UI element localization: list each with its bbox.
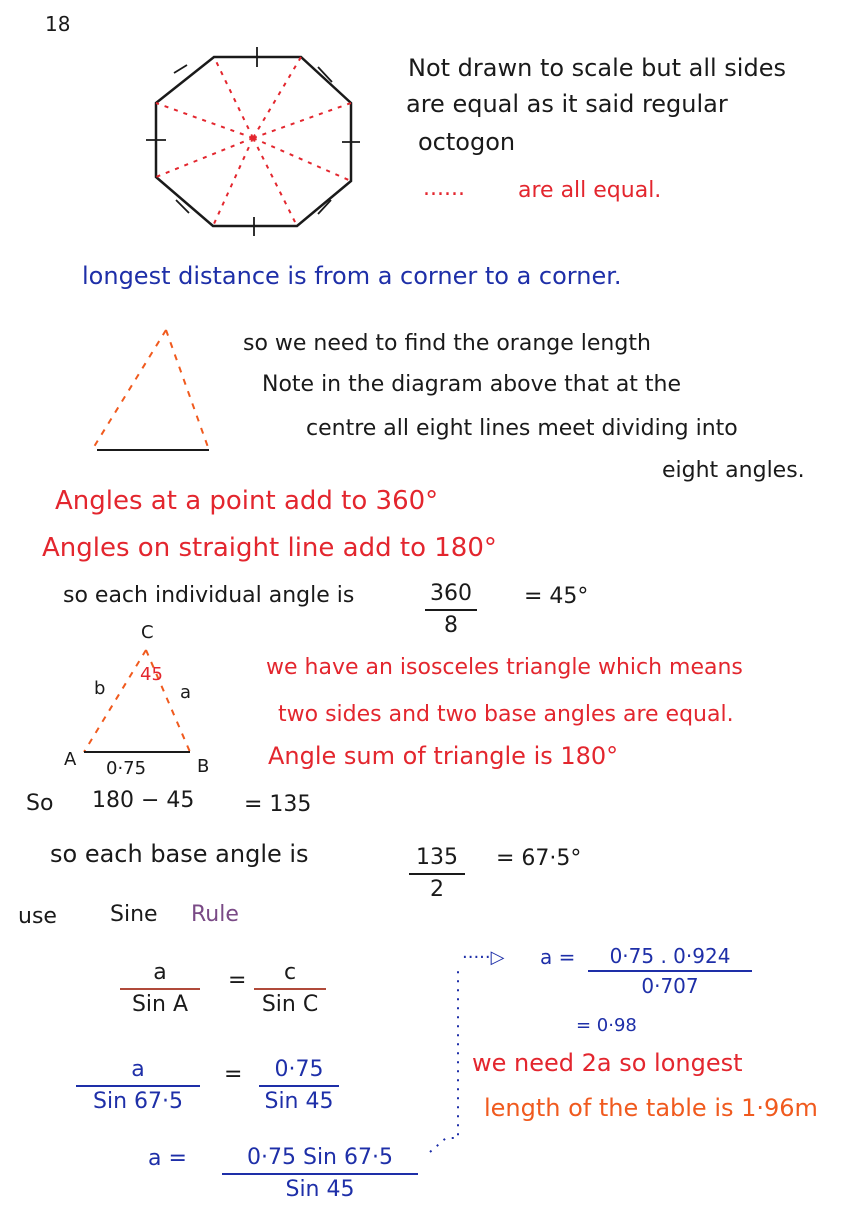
orange-note-line-2: Note in the diagram above that at the	[262, 372, 682, 397]
fraction-numerator: c	[283, 960, 297, 985]
eq1-rhs-fraction	[254, 961, 326, 1017]
fraction-denominator: 0·707	[641, 974, 699, 998]
individual-angle-text: so each individual angle is	[63, 583, 355, 608]
individual-angle-result: = 45°	[524, 584, 589, 609]
side-label-a: a	[180, 682, 192, 703]
conclusion-line-1: we need 2a so longest	[472, 1049, 743, 1077]
fraction-denominator: Sin C	[261, 992, 319, 1018]
calc-lhs: a =	[540, 945, 576, 969]
eq2-lhs-fraction	[76, 1058, 200, 1114]
longest-distance-text: longest distance is from a corner to a corner.	[82, 262, 622, 290]
fraction-bar	[409, 873, 465, 875]
angle-label: 45	[140, 664, 163, 685]
angle-fact-point: Angles at a point add to 360°	[55, 486, 439, 516]
vertex-label-c: C	[141, 622, 154, 643]
eq1-lhs-fraction	[120, 961, 200, 1017]
octagon-outline	[156, 57, 351, 226]
fraction-numerator: a	[131, 1057, 145, 1082]
vertex-label-a: A	[64, 749, 77, 770]
eq2-equals: =	[224, 1062, 243, 1087]
isosceles-line-2: two sides and two base angles are equal.	[278, 702, 734, 727]
fraction-bar	[120, 988, 200, 990]
angle-fact-line: Angles on straight line add to 180°	[42, 533, 497, 563]
fraction-numerator: 135	[416, 845, 458, 870]
calc-result: = 0·98	[576, 1015, 637, 1036]
fraction-bar	[259, 1085, 339, 1087]
triangle-abc	[84, 650, 190, 752]
fraction-bar	[425, 609, 477, 611]
fraction-bar	[222, 1173, 418, 1175]
orange-note-line-3: centre all eight lines meet dividing into	[306, 416, 738, 441]
vertex-label-b: B	[197, 756, 210, 777]
fraction-numerator: 0·75 . 0·924	[609, 944, 731, 968]
use-label: use	[18, 904, 57, 929]
side-label-b: b	[94, 678, 106, 699]
subtraction-expression: 180 − 45	[92, 788, 195, 813]
note-line-3: octogon	[418, 128, 516, 156]
fraction-numerator: a	[153, 960, 167, 985]
base-angle-fraction	[409, 846, 465, 902]
isosceles-line-3: Angle sum of triangle is 180°	[268, 742, 619, 770]
dotted-connector	[430, 965, 458, 1152]
calc-arrow: ·····▷	[462, 947, 505, 968]
fraction-bar	[254, 988, 326, 990]
base-label: 0·75	[106, 758, 147, 779]
rule-label: Rule	[191, 902, 239, 927]
eq2-rhs-fraction	[259, 1058, 339, 1114]
fraction-denominator: Sin 45	[264, 1089, 334, 1115]
so-label: So	[26, 791, 54, 816]
note-dots: ......	[423, 176, 465, 201]
fraction-numerator: 0·75	[274, 1057, 324, 1082]
fraction-numerator: 0·75 Sin 67·5	[247, 1145, 393, 1170]
fraction-denominator: Sin 67·5	[93, 1089, 183, 1115]
eq3-lhs: a =	[148, 1146, 187, 1171]
fraction-denominator: Sin 45	[285, 1177, 355, 1203]
fraction-numerator: 360	[430, 581, 472, 606]
fraction-denominator: 2	[430, 877, 444, 903]
sine-label: Sine	[110, 902, 158, 927]
eq1-equals: =	[228, 968, 247, 993]
isosceles-line-1: we have an isosceles triangle which means	[266, 655, 743, 680]
fraction-bar	[588, 970, 752, 972]
calc-fraction	[588, 945, 752, 997]
eq3-fraction	[222, 1146, 418, 1202]
conclusion-line-2: length of the table is 1·96m	[484, 1094, 818, 1122]
question-number: 18	[45, 12, 71, 36]
subtraction-result: = 135	[244, 792, 312, 817]
fraction-denominator: Sin A	[131, 992, 189, 1018]
octagon-diagram	[146, 47, 360, 236]
note-dots-text: are all equal.	[518, 178, 662, 203]
orange-triangle	[92, 330, 209, 450]
note-line-2: are equal as it said regular	[406, 90, 728, 118]
orange-note-line-1: so we need to find the orange length	[243, 331, 651, 356]
fraction-bar	[76, 1085, 200, 1087]
base-angle-result: = 67·5°	[496, 846, 582, 871]
individual-angle-fraction	[425, 582, 477, 638]
fraction-denominator: 8	[444, 613, 458, 639]
orange-note-line-4: eight angles.	[662, 458, 805, 483]
base-angle-text: so each base angle is	[50, 840, 309, 868]
note-line-1: Not drawn to scale but all sides	[408, 54, 786, 82]
octagon-tick-marks	[146, 47, 360, 236]
